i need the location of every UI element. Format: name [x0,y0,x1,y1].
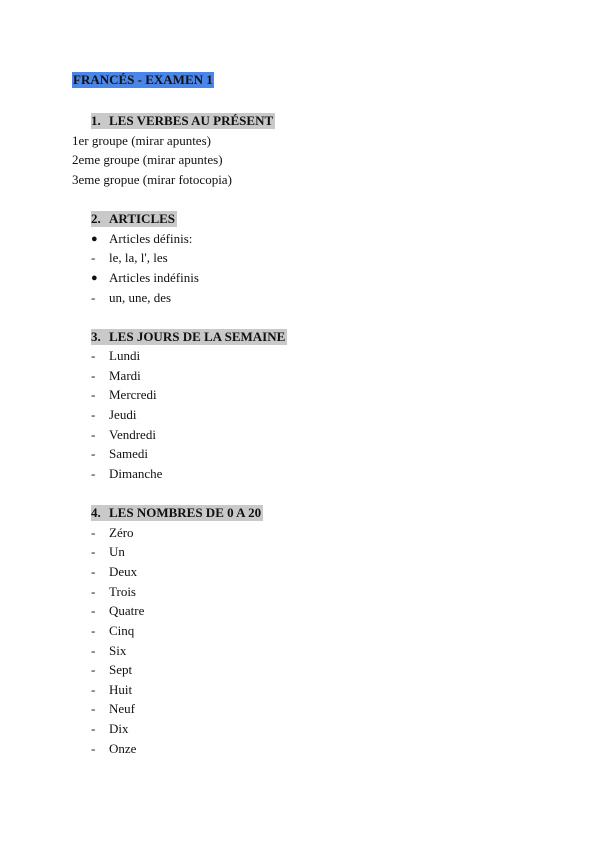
list-item: Huit [109,682,133,697]
list-item: Mercredi [109,387,157,402]
list-item: Onze [109,741,137,756]
list-item: Zéro [109,525,134,540]
section-heading-3 [91,329,287,345]
section-number-1: 1. [91,113,101,128]
list-item: Vendredi [109,427,156,442]
section-heading-text-2: ARTICLES [109,211,176,226]
section-heading-text-3: LES JOURS DE LA SEMAINE [109,329,286,344]
paragraph-line: 3eme gropue (mirar fotocopia) [72,172,232,187]
list-item: le, la, l', les [109,250,168,265]
dash-marker: - [91,446,96,461]
section-number-2: 2. [91,211,101,226]
dash-marker: - [91,387,96,402]
dash-marker: - [91,584,96,599]
list-item: Six [109,643,127,658]
dash-marker: - [91,348,96,363]
section-number-4: 4. [91,505,101,520]
list-item: Dix [109,721,129,736]
list-item: un, une, des [109,290,172,305]
list-item: Jeudi [109,407,137,422]
list-item: Un [109,544,125,559]
document-title: FRANCÉS - EXAMEN 1 [73,72,213,87]
list-item: Cinq [109,623,135,638]
list-item: Dimanche [109,466,163,481]
dash-marker: - [91,741,96,756]
dash-marker: - [91,682,96,697]
paragraph-line: 2eme groupe (mirar apuntes) [72,152,223,167]
list-item: Articles définis: [109,231,193,246]
list-item: Sept [109,662,133,677]
list-item: Quatre [109,603,145,618]
dash-marker: - [91,623,96,638]
list-item: Deux [109,564,138,579]
section-number-3: 3. [91,329,101,344]
bullet-icon: ● [91,233,98,245]
list-item: Neuf [109,701,135,716]
list-item: Articles indéfinis [109,270,199,285]
list-item: Trois [109,584,136,599]
dash-marker: - [91,466,96,481]
dash-marker: - [91,564,96,579]
dash-marker: - [91,290,96,305]
dash-marker: - [91,603,96,618]
list-item: Lundi [109,348,141,363]
dash-marker: - [91,407,96,422]
dash-marker: - [91,544,96,559]
dash-marker: - [91,368,96,383]
section-heading-2 [91,211,177,227]
list-item: Samedi [109,446,148,461]
paragraph-line: 1er groupe (mirar apuntes) [72,133,211,148]
dash-marker: - [91,662,96,677]
bullet-icon: ● [91,272,98,284]
section-heading-1 [91,113,275,129]
section-heading-text-4: LES NOMBRES DE 0 A 20 [109,505,262,520]
dash-marker: - [91,701,96,716]
list-item: Mardi [109,368,141,383]
dash-marker: - [91,643,96,658]
dash-marker: - [91,427,96,442]
section-heading-4 [91,505,263,521]
dash-marker: - [91,721,96,736]
dash-marker: - [91,250,96,265]
section-heading-text-1: LES VERBES AU PRÉSENT [109,113,274,128]
dash-marker: - [91,525,96,540]
